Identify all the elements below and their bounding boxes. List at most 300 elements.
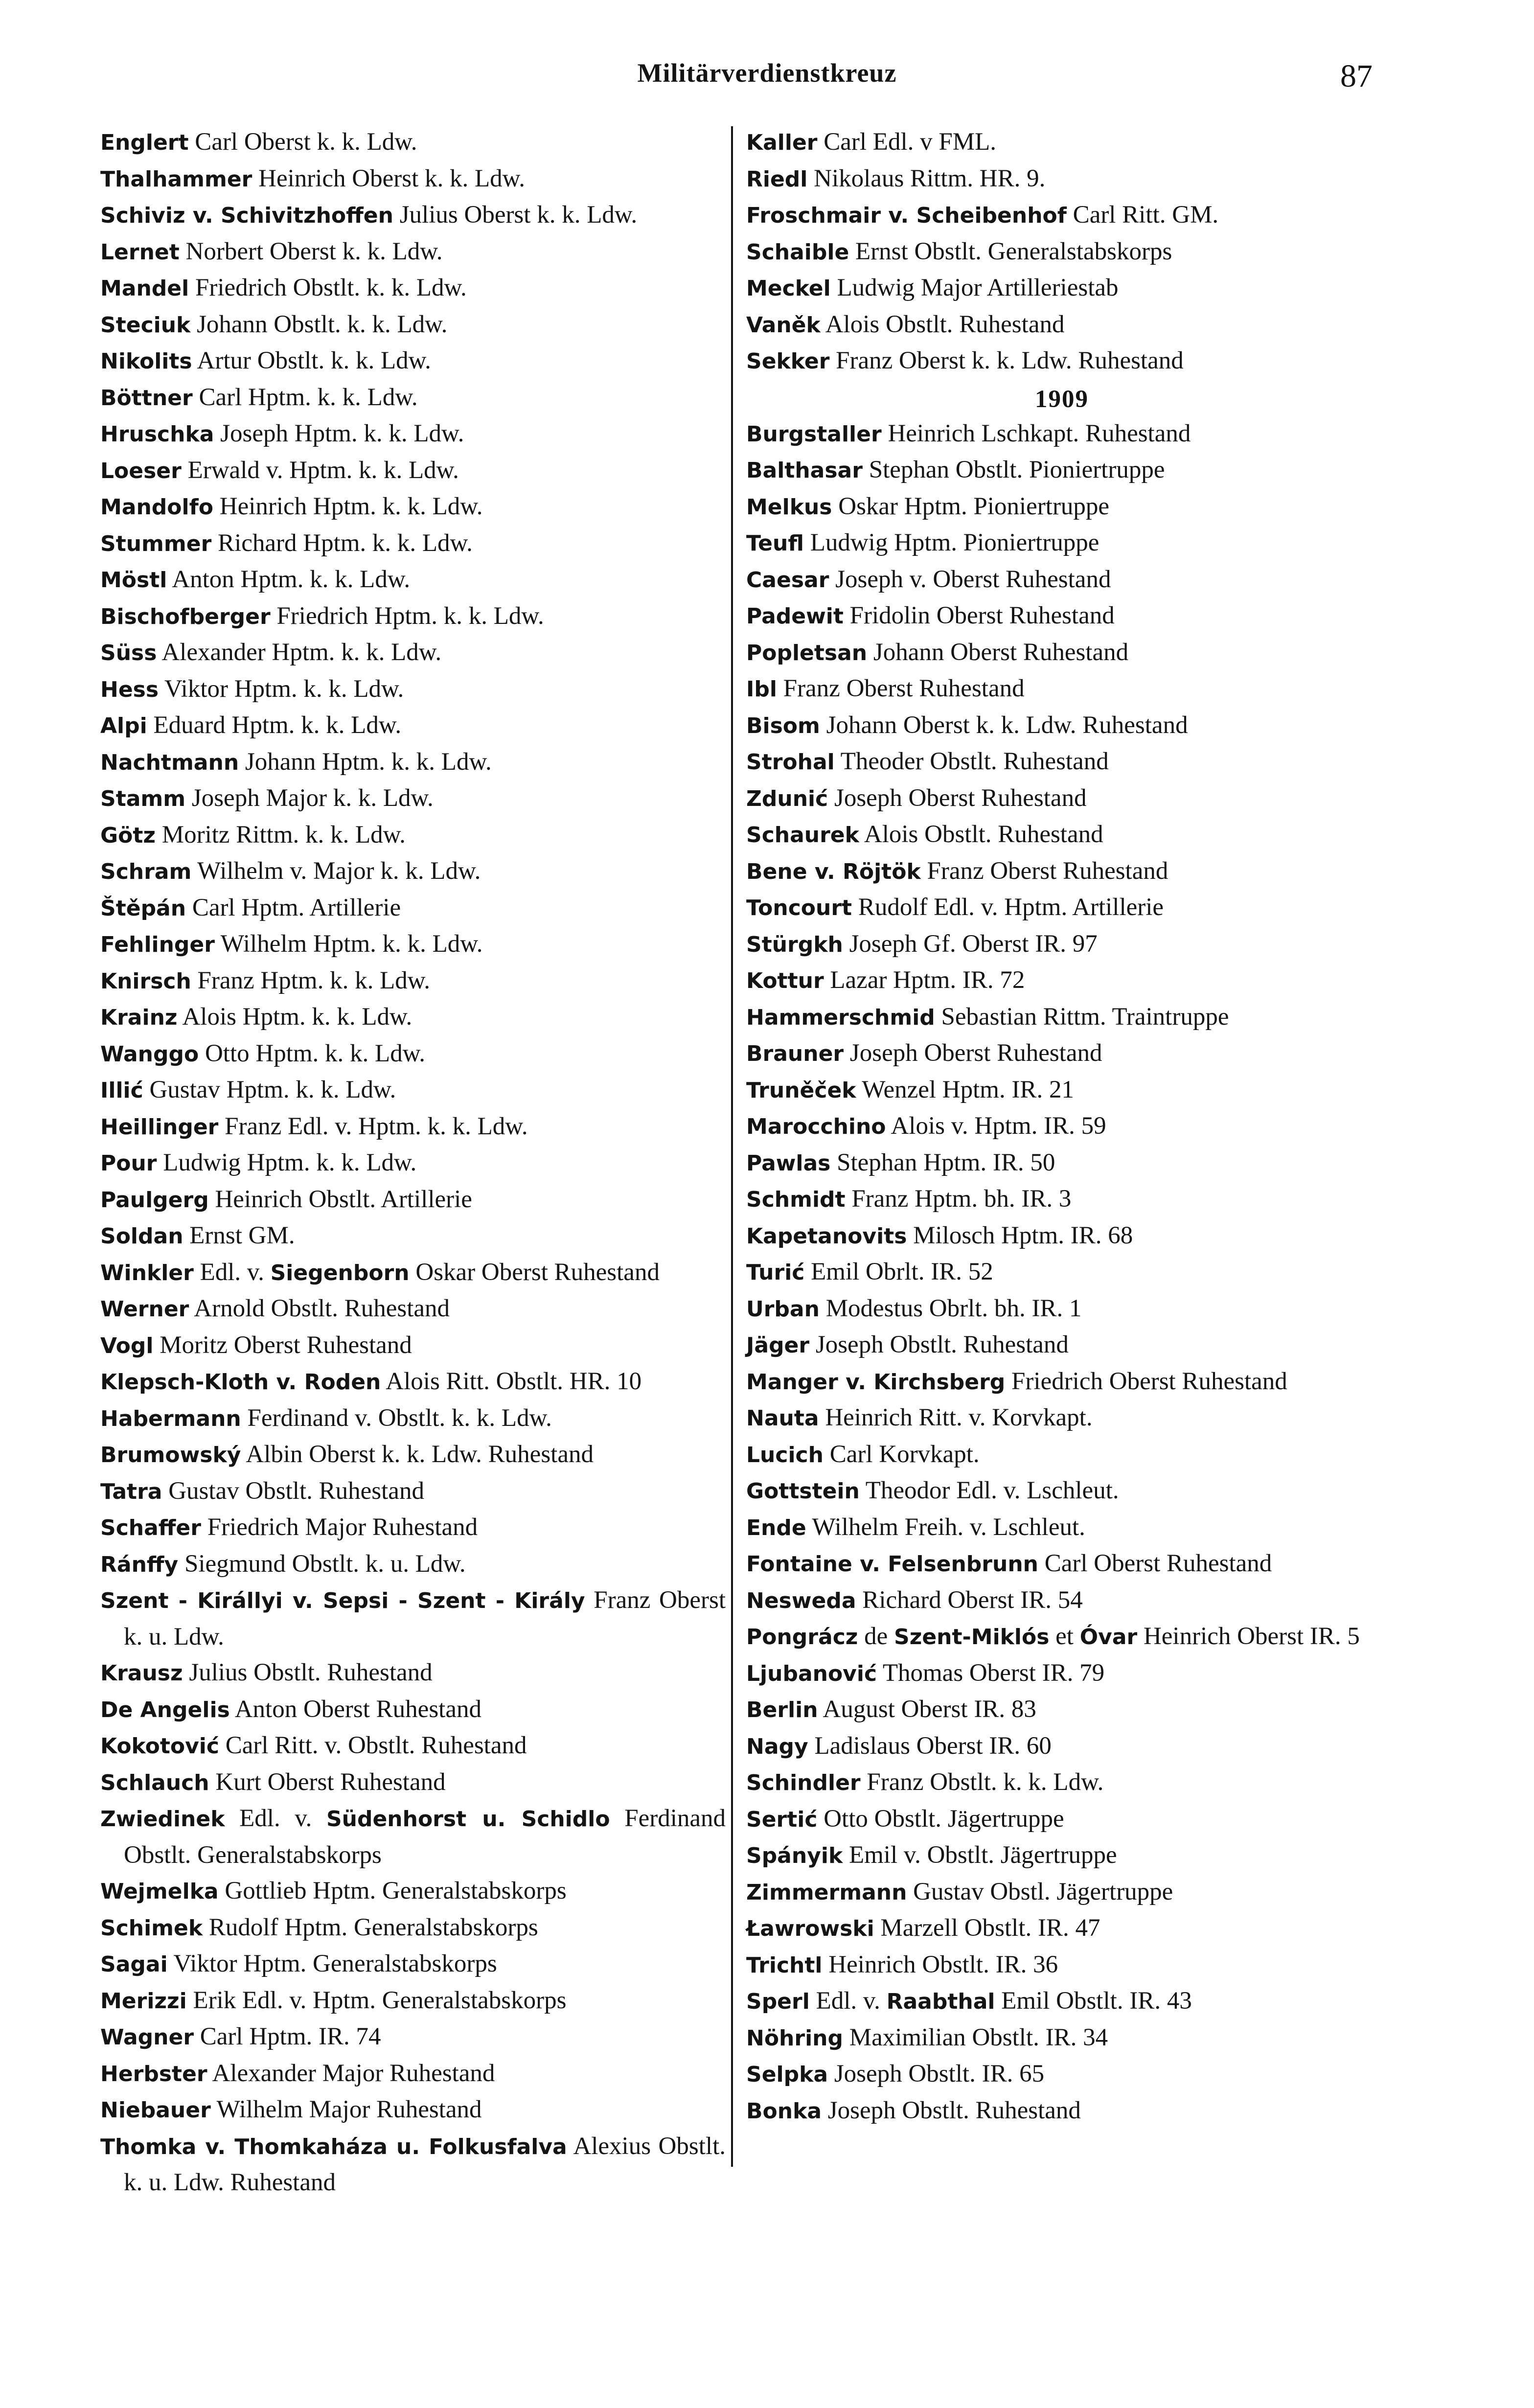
entry-details: Nikolaus Rittm. HR. 9.	[807, 164, 1046, 192]
list-entry	[100, 453, 726, 489]
entry-details: Alois Hptm. k. k. Ldw.	[177, 1003, 412, 1031]
entry-surname: Pongrácz	[746, 1625, 858, 1650]
list-entry	[746, 1072, 1377, 1109]
list-entry	[100, 380, 726, 416]
list-entry	[746, 562, 1377, 598]
entry-details: Friedrich Obstlt. k. k. Ldw.	[189, 274, 467, 301]
entry-surname: Štěpán	[100, 895, 186, 921]
entry-details: Franz Oberst Ruhestand	[777, 675, 1025, 702]
entry-details: Heinrich Obstlt. Artillerie	[208, 1185, 472, 1213]
entry-details: Heinrich Oberst IR. 5	[1137, 1623, 1360, 1650]
entry-surname: Loeser	[100, 458, 182, 483]
list-entry	[746, 1837, 1377, 1874]
entry-details: Carl Oberst k. k. Ldw.	[188, 128, 417, 156]
list-entry	[100, 1728, 726, 1765]
list-entry	[100, 1255, 726, 1291]
list-entry	[746, 999, 1377, 1036]
list-entry	[746, 1181, 1377, 1218]
entry-details: Heinrich Oberst k. k. Ldw.	[252, 164, 525, 192]
entry-details: Emil Obrlt. IR. 52	[804, 1258, 993, 1285]
entry-surname: Mandel	[100, 276, 189, 301]
list-entry	[746, 2020, 1377, 2057]
entry-surname: Schaffer	[100, 1515, 201, 1540]
entry-surname: Strohal	[746, 750, 835, 775]
list-entry	[746, 161, 1377, 198]
list-entry	[100, 1692, 726, 1728]
entry-surname: Toncourt	[746, 895, 852, 920]
entry-surname: Zimmermann	[746, 1880, 907, 1905]
list-entry	[100, 124, 726, 161]
entry-details: Carl Hptm. IR. 74	[194, 2023, 381, 2050]
entry-surname: Thalhammer	[100, 166, 252, 192]
entry-details: Gustav Obstl. Jägertruppe	[907, 1878, 1173, 1905]
entry-details: Joseph Major k. k. Ldw.	[185, 784, 434, 812]
entry-details: Theoder Obstlt. Ruhestand	[834, 748, 1109, 775]
list-entry	[100, 817, 726, 854]
entry-surname: Urban	[746, 1296, 820, 1322]
list-entry	[100, 635, 726, 671]
entry-details: Albin Oberst k. k. Ldw. Ruhestand	[241, 1441, 594, 1468]
entry-details: Wilhelm Freih. v. Lschleut.	[806, 1513, 1085, 1541]
entry-surname: Selpka	[746, 2062, 828, 2087]
entry-details: Franz Oberst k. k. Ldw. Ruhestand	[829, 347, 1184, 374]
entry-surname: Zwiedinek	[100, 1807, 225, 1832]
entry-details: Carl Edl. v FML.	[817, 128, 996, 156]
entry-details: Maximilian Obstlt. IR. 34	[843, 2023, 1108, 2051]
list-entry	[100, 1437, 726, 1473]
list-entry	[746, 708, 1377, 744]
list-entry	[746, 1254, 1377, 1291]
entry-details: Milosch Hptm. IR. 68	[907, 1221, 1133, 1249]
entry-details: Carl Oberst Ruhestand	[1038, 1550, 1272, 1577]
entry-details: Ferdinand v. Obstlt. k. k. Ldw.	[241, 1404, 552, 1432]
entry-details: Joseph Obstlt. Ruhestand	[822, 2096, 1081, 2124]
entry-surname: Popletsan	[746, 640, 868, 665]
entry-details: Emil v. Obstlt. Jägertruppe	[843, 1841, 1117, 1869]
list-entry	[746, 525, 1377, 562]
list-entry	[100, 1983, 726, 2019]
entry-details: Oskar Oberst Ruhestand	[409, 1258, 660, 1286]
entry-surname: Schram	[100, 859, 192, 884]
entry-surname: De Angelis	[100, 1697, 230, 1722]
entry-surname: Mandolfo	[100, 495, 213, 520]
entry-details: Franz Hptm. bh. IR. 3	[845, 1185, 1072, 1213]
list-entry	[746, 1364, 1377, 1400]
entry-details: Joseph Hptm. k. k. Ldw.	[214, 420, 464, 447]
list-entry	[746, 890, 1377, 926]
entry-details: Carl Ritt. v. Obstlt. Ruhestand	[219, 1732, 527, 1759]
entry-details: Oskar Hptm. Pioniertruppe	[832, 492, 1110, 520]
entry-details: Erwald v. Hptm. k. k. Ldw.	[181, 456, 459, 484]
entry-surname: Froschmair v. Scheibenhof	[746, 203, 1067, 228]
entry-surname: Vogl	[100, 1333, 154, 1358]
entry-surname: Soldan	[100, 1224, 183, 1249]
list-entry	[746, 197, 1377, 234]
list-entry	[746, 1327, 1377, 1364]
entry-details: Heinrich Lschkapt. Ruhestand	[881, 419, 1191, 447]
list-entry	[746, 1910, 1377, 1947]
entry-details: Edl. v.	[225, 1805, 326, 1832]
list-entry	[746, 270, 1377, 307]
entry-details: Wilhelm Major Ruhestand	[210, 2096, 482, 2123]
entry-surname: Ibl	[746, 677, 777, 702]
entry-details: Joseph v. Oberst Ruhestand	[829, 565, 1111, 593]
list-entry	[100, 1218, 726, 1255]
entry-surname: Balthasar	[746, 458, 863, 483]
entry-surname: Pawlas	[746, 1150, 831, 1176]
entry-details: Carl Hptm. k. k. Ldw.	[192, 383, 418, 411]
entry-details: Norbert Oberst k. k. Ldw.	[179, 237, 443, 265]
entry-surname: Krausz	[100, 1661, 183, 1686]
entry-surname: Bisom	[746, 713, 820, 738]
list-entry	[746, 1291, 1377, 1328]
entry-details: Sebastian Rittm. Traintruppe	[935, 1003, 1229, 1031]
entry-surname: Meckel	[746, 276, 831, 301]
entry-surname: Krainz	[100, 1005, 178, 1030]
entry-surname: Nöhring	[746, 2025, 843, 2051]
entry-details: Gustav Hptm. k. k. Ldw.	[143, 1076, 396, 1103]
list-entry	[746, 1801, 1377, 1838]
entry-surname: Sekker	[746, 349, 830, 374]
entry-details: Alois Obstlt. Ruhestand	[820, 310, 1065, 338]
entry-surname: Klepsch-Kloth v. Roden	[100, 1370, 381, 1395]
entry-details: Emil Obstlt. IR. 43	[995, 1987, 1192, 2015]
entry-surname: Paulgerg	[100, 1187, 209, 1213]
list-entry	[100, 2019, 726, 2056]
entry-surname: Nauta	[746, 1406, 819, 1431]
entry-details: Joseph Gf. Oberst IR. 97	[843, 930, 1098, 958]
entry-surname: Stummer	[100, 531, 212, 556]
entry-surname: Ránffy	[100, 1552, 179, 1577]
right-column	[746, 124, 1377, 2129]
entry-surname: Stamm	[100, 786, 186, 811]
entry-surname: Trichtl	[746, 1952, 823, 1978]
entry-details: Otto Obstlt. Jägertruppe	[817, 1805, 1064, 1833]
list-entry	[746, 452, 1377, 489]
entry-details: Wilhelm Hptm. k. k. Ldw.	[214, 930, 483, 958]
entry-surname: Werner	[100, 1297, 189, 1322]
entry-details: Johann Oberst Ruhestand	[867, 638, 1129, 666]
list-entry	[100, 1946, 726, 1983]
entry-details: Joseph Oberst Ruhestand	[844, 1039, 1102, 1067]
list-entry	[100, 853, 726, 890]
list-entry	[746, 1437, 1377, 1473]
page-title: Militärverdienstkreuz	[637, 58, 897, 88]
entry-surname: Turić	[746, 1260, 805, 1285]
entry-surname: Truněček	[746, 1078, 856, 1103]
entry-surname: Schindler	[746, 1770, 861, 1795]
entry-details: Gustav Obstlt. Ruhestand	[162, 1477, 424, 1505]
list-entry	[100, 197, 726, 234]
entry-details: Johann Obstlt. k. k. Ldw.	[190, 310, 448, 338]
list-entry	[100, 270, 726, 307]
entry-details: Ernst Obstlt. Generalstabskorps	[849, 237, 1172, 265]
entry-surname: Steciuk	[100, 312, 191, 338]
list-entry	[746, 1400, 1377, 1437]
entry-surname: Hruschka	[100, 422, 214, 447]
entry-surname: Óvar	[1079, 1625, 1138, 1650]
list-entry	[100, 1655, 726, 1692]
entry-details: Julius Obstlt. Ruhestand	[183, 1659, 433, 1686]
entry-details: Siegmund Obstlt. k. u. Ldw.	[178, 1550, 466, 1578]
list-entry	[100, 999, 726, 1036]
entry-surname: Böttner	[100, 385, 193, 411]
entry-details: Viktor Hptm. k. k. Ldw.	[159, 675, 404, 703]
list-entry	[746, 307, 1377, 344]
list-entry	[100, 890, 726, 927]
entry-details: Ferdinand Obstlt. Generalstabskorps	[124, 1805, 726, 1869]
list-entry	[746, 1108, 1377, 1145]
entry-details: Franz Oberst Ruhestand	[920, 857, 1168, 885]
entry-surname: Szent-Miklós	[894, 1625, 1050, 1650]
list-entry	[100, 1109, 726, 1146]
entry-surname: Götz	[100, 823, 156, 848]
entry-surname: Kokotović	[100, 1734, 219, 1759]
list-entry	[100, 1036, 726, 1073]
entry-details: Rudolf Hptm. Generalstabskorps	[203, 1913, 538, 1941]
entry-details: Alois Obstlt. Ruhestand	[859, 821, 1103, 848]
year-heading: 1909	[1035, 385, 1089, 413]
entry-details: de	[858, 1623, 894, 1650]
entry-surname: Kaller	[746, 130, 818, 155]
entry-details: Joseph Obstlt. Ruhestand	[809, 1331, 1069, 1358]
entry-surname: Caesar	[746, 567, 829, 593]
entry-surname: Gottstein	[746, 1479, 860, 1504]
entry-details: Modestus Obrlt. bh. IR. 1	[819, 1294, 1082, 1322]
entry-details: Johann Hptm. k. k. Ldw.	[239, 748, 492, 776]
entry-surname: Habermann	[100, 1406, 241, 1431]
entry-surname: Tatra	[100, 1479, 162, 1504]
entry-details: Erik Edl. v. Hptm. Generalstabskorps	[186, 1986, 567, 2014]
entry-surname: Brumowský	[100, 1443, 241, 1468]
entry-surname: Schimek	[100, 1915, 203, 1941]
entry-details: Lazar Hptm. IR. 72	[824, 966, 1025, 994]
entry-details: Artur Obstlt. k. k. Ldw.	[192, 347, 431, 374]
entry-surname: Alpi	[100, 713, 147, 738]
list-entry	[746, 2056, 1377, 2093]
list-entry	[100, 1145, 726, 1182]
list-entry	[100, 1765, 726, 1801]
entry-surname: Sperl	[746, 1989, 810, 2014]
entry-surname: Zdunić	[746, 786, 828, 811]
entry-details: Ludwig Hptm. Pioniertruppe	[803, 529, 1099, 556]
entry-surname: Illić	[100, 1078, 143, 1103]
entry-surname: Bonka	[746, 2098, 822, 2124]
entry-surname: Lucich	[746, 1442, 824, 1468]
entry-surname: Englert	[100, 130, 189, 155]
list-entry	[746, 1947, 1377, 1984]
entry-surname: Lernet	[100, 239, 180, 265]
list-entry	[100, 598, 726, 635]
list-entry	[100, 1328, 726, 1364]
entry-surname: Merizzi	[100, 1988, 187, 2014]
entry-surname: Sagai	[100, 1952, 168, 1977]
list-entry	[100, 1582, 726, 1655]
list-entry	[746, 234, 1377, 271]
entry-surname: Ławrowski	[746, 1916, 874, 1941]
list-entry	[746, 1218, 1377, 1255]
list-entry	[746, 1983, 1377, 2020]
entry-details: Edl. v.	[193, 1258, 271, 1286]
entry-details: Ludwig Major Artilleriestab	[830, 274, 1119, 301]
list-entry	[100, 1473, 726, 1510]
list-entry	[746, 1874, 1377, 1911]
list-entry	[746, 1582, 1377, 1619]
entry-details: Alexander Major Ruhestand	[207, 2059, 495, 2087]
list-entry	[746, 1145, 1377, 1182]
list-entry	[100, 307, 726, 344]
entry-details: Alexius Obstlt. k. u. Ldw. Ruhestand	[124, 2132, 726, 2196]
entry-details: August Oberst IR. 83	[818, 1696, 1036, 1723]
entry-details: Joseph Obstlt. IR. 65	[828, 2060, 1045, 2087]
entry-surname: Fontaine v. Felsenbrunn	[746, 1552, 1038, 1577]
list-entry	[746, 926, 1377, 963]
entry-details: Franz Oberst k. u. Ldw.	[124, 1586, 726, 1651]
list-entry	[746, 124, 1377, 161]
list-entry	[746, 1655, 1377, 1692]
page-number: 87	[1340, 58, 1373, 94]
entry-details: Ladislaus Oberst IR. 60	[808, 1732, 1052, 1760]
entry-surname: Kottur	[746, 968, 824, 993]
entry-surname: Stürgkh	[746, 932, 843, 957]
entry-surname: Wagner	[100, 2025, 194, 2050]
list-entry	[746, 1692, 1377, 1728]
entry-surname: Manger v. Kirchsberg	[746, 1369, 1006, 1395]
list-entry	[746, 635, 1377, 671]
list-entry	[100, 744, 726, 781]
entry-surname: Marocchino	[746, 1114, 886, 1139]
list-entry	[100, 1400, 726, 1437]
entry-details: Franz Hptm. k. k. Ldw.	[191, 966, 431, 994]
entry-details: Heinrich Ritt. v. Korvkapt.	[819, 1404, 1093, 1431]
entry-surname: Burgstaller	[746, 421, 882, 447]
entry-details: Viktor Hptm. Generalstabskorps	[167, 1950, 497, 1977]
list-entry	[100, 1801, 726, 1873]
list-entry	[746, 744, 1377, 780]
entry-details: Julius Oberst k. k. Ldw.	[393, 201, 638, 229]
list-entry	[100, 1072, 726, 1109]
entry-details: Ernst GM.	[183, 1222, 295, 1249]
list-entry	[746, 1473, 1377, 1510]
entry-surname: Schaible	[746, 239, 849, 265]
entry-details: Friedrich Major Ruhestand	[201, 1514, 478, 1541]
entry-surname: Szent - Királlyi v. Sepsi - Szent - Király	[100, 1588, 585, 1613]
list-entry	[746, 671, 1377, 708]
entry-details: Carl Hptm. Artillerie	[186, 894, 401, 921]
list-entry	[100, 926, 726, 963]
list-entry	[100, 1910, 726, 1947]
list-entry	[100, 1546, 726, 1583]
entry-details: Johann Oberst k. k. Ldw. Ruhestand	[820, 711, 1188, 739]
entry-details: Carl Ritt. GM.	[1066, 201, 1219, 229]
entry-surname: Heillinger	[100, 1114, 219, 1140]
entry-surname: Nagy	[746, 1734, 808, 1759]
left-column	[100, 124, 726, 2201]
list-entry	[746, 1510, 1377, 1546]
entry-details: Heinrich Obstlt. IR. 36	[822, 1950, 1058, 1978]
entry-surname: Brauner	[746, 1041, 844, 1066]
list-entry	[746, 1035, 1377, 1072]
list-entry	[746, 963, 1377, 999]
entry-surname: Spányik	[746, 1843, 843, 1868]
list-entry	[746, 853, 1377, 890]
entry-details: Moritz Rittm. k. k. Ldw.	[156, 821, 406, 849]
entry-details: Kurt Oberst Ruhestand	[209, 1768, 446, 1796]
entry-surname: Thomka v. Thomkaháza u. Folkusfalva	[100, 2134, 567, 2159]
entry-details: Gottlieb Hptm. Generalstabskorps	[218, 1877, 567, 1904]
entry-surname: Wanggo	[100, 1041, 199, 1067]
entry-surname: Ljubanović	[746, 1661, 877, 1686]
list-entry	[100, 2129, 726, 2201]
entry-surname: Nachtmann	[100, 750, 239, 775]
entry-surname: Niebauer	[100, 2098, 211, 2123]
entry-surname: Raabthal	[886, 1989, 995, 2014]
entry-details: Wenzel Hptm. IR. 21	[856, 1076, 1074, 1103]
entry-details: Joseph Oberst Ruhestand	[828, 784, 1087, 812]
entry-surname: Winkler	[100, 1260, 194, 1285]
entry-surname: Teufl	[746, 531, 804, 556]
entry-surname: Hammerschmid	[746, 1005, 935, 1030]
entry-details: Alexander Hptm. k. k. Ldw.	[157, 639, 442, 666]
list-entry	[746, 343, 1377, 380]
entry-surname: Schaurek	[746, 823, 859, 848]
entry-details: Arnold Obstlt. Ruhestand	[189, 1295, 450, 1322]
list-entry	[100, 489, 726, 526]
entry-surname: Jäger	[746, 1333, 810, 1358]
list-entry	[746, 489, 1377, 526]
entry-surname: Vaněk	[746, 312, 821, 338]
list-entry	[746, 780, 1377, 817]
right-column-entries-bottom	[746, 416, 1377, 2130]
list-entry	[746, 2093, 1377, 2130]
entry-details: Marzell Obstlt. IR. 47	[874, 1914, 1100, 1942]
list-entry	[100, 2056, 726, 2092]
entry-surname: Nesweda	[746, 1588, 856, 1613]
entry-details: Otto Hptm. k. k. Ldw.	[199, 1039, 425, 1067]
entry-surname: Pour	[100, 1151, 157, 1176]
entry-details: Alois v. Hptm. IR. 59	[886, 1112, 1106, 1140]
list-entry	[100, 234, 726, 271]
list-entry	[746, 817, 1377, 853]
list-entry	[100, 780, 726, 817]
list-entry	[100, 416, 726, 453]
entry-surname: Süss	[100, 641, 157, 665]
entry-details: Carl Korvkapt.	[823, 1440, 980, 1468]
entry-surname: Schiviz v. Schivitzhoffen	[100, 203, 393, 228]
right-column-entries-top	[746, 124, 1377, 380]
entry-details: Richard Hptm. k. k. Ldw.	[211, 529, 473, 557]
entry-surname: Hess	[100, 677, 159, 702]
entry-details: Stephan Hptm. IR. 50	[830, 1148, 1055, 1176]
entry-surname: Wejmelka	[100, 1879, 219, 1904]
entry-details: Rudolf Edl. v. Hptm. Artillerie	[852, 894, 1164, 921]
entry-details: Fridolin Oberst Ruhestand	[843, 602, 1115, 629]
entry-details: Friedrich Hptm. k. k. Ldw.	[270, 602, 544, 630]
entry-surname: Ende	[746, 1515, 806, 1540]
entry-surname: Herbster	[100, 2061, 207, 2087]
entry-details: et	[1049, 1623, 1080, 1650]
entry-details: Moritz Oberst Ruhestand	[153, 1331, 412, 1359]
list-entry	[100, 708, 726, 744]
entry-surname: Padewit	[746, 604, 844, 629]
entry-details: Ludwig Hptm. k. k. Ldw.	[157, 1149, 417, 1176]
entry-details: Heinrich Hptm. k. k. Ldw.	[213, 493, 483, 520]
entry-details: Edl. v.	[809, 1987, 887, 2015]
list-entry	[100, 2092, 726, 2129]
entry-surname: Nikolits	[100, 349, 192, 374]
list-entry	[746, 598, 1377, 635]
entry-surname: Sertić	[746, 1807, 818, 1832]
